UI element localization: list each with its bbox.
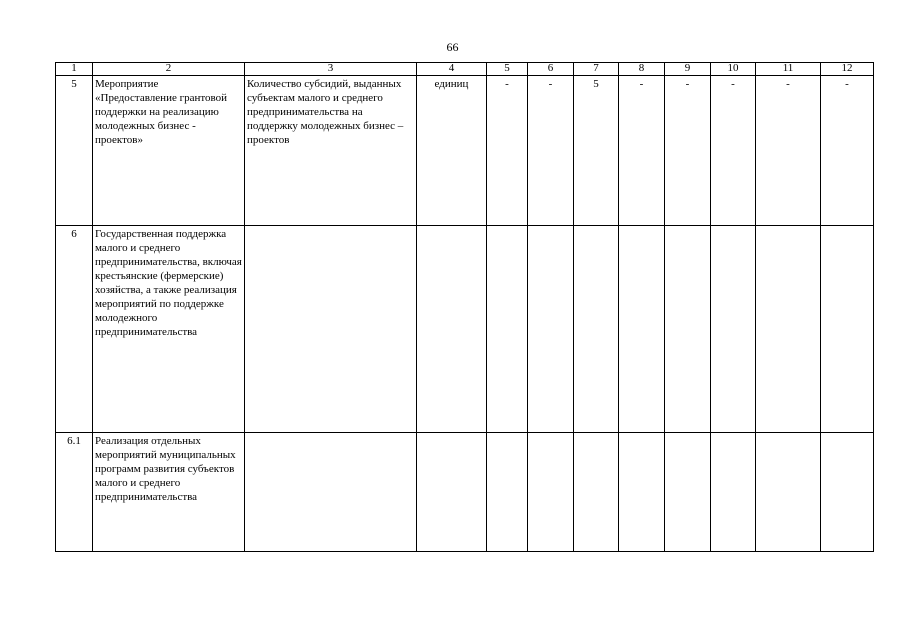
indicator-table xyxy=(55,62,874,552)
page-number: 66 xyxy=(446,40,459,54)
column-number: 10 xyxy=(711,63,756,76)
row-value: - xyxy=(756,76,821,226)
row-value xyxy=(665,433,711,552)
row-value xyxy=(487,226,528,433)
row-value xyxy=(574,433,619,552)
column-number: 7 xyxy=(574,63,619,76)
row-value xyxy=(574,226,619,433)
row-value: - xyxy=(665,76,711,226)
column-number: 11 xyxy=(756,63,821,76)
row-value xyxy=(528,226,574,433)
row-name: Государственная поддержка малого и среднего предпринимательства, включая крестьянские (фермерские) хозяйства, а также реализация мероприятий по поддержке молодежного предпринимательства xyxy=(93,226,245,433)
row-value xyxy=(711,226,756,433)
column-number: 12 xyxy=(821,63,874,76)
row-name: Мероприятие «Предоставление грантовой поддержки на реализацию молодежных бизнес - проектов» xyxy=(93,76,245,226)
row-indicator: Количество субсидий, выданных субъектам малого и среднего предпринимательства на поддержку молодежных бизнес – проектов xyxy=(245,76,417,226)
row-number: 6.1 xyxy=(56,433,93,552)
row-value xyxy=(665,226,711,433)
row-indicator xyxy=(245,433,417,552)
row-value xyxy=(756,226,821,433)
row-indicator xyxy=(245,226,417,433)
row-value: - xyxy=(619,76,665,226)
row-value xyxy=(821,226,874,433)
row-unit xyxy=(417,433,487,552)
row-unit: единиц xyxy=(417,76,487,226)
row-number: 6 xyxy=(56,226,93,433)
column-number: 1 xyxy=(56,63,93,76)
column-number: 8 xyxy=(619,63,665,76)
row-value: 5 xyxy=(574,76,619,226)
table-row xyxy=(56,76,874,226)
row-value: - xyxy=(821,76,874,226)
row-value xyxy=(711,433,756,552)
column-number: 6 xyxy=(528,63,574,76)
row-value xyxy=(528,433,574,552)
row-name: Реализация отдельных мероприятий муниципальных программ развития субъектов малого и среднего предпринимательства xyxy=(93,433,245,552)
table-row xyxy=(56,226,874,433)
column-number: 9 xyxy=(665,63,711,76)
row-unit xyxy=(417,226,487,433)
column-number: 5 xyxy=(487,63,528,76)
row-value xyxy=(821,433,874,552)
column-number: 2 xyxy=(93,63,245,76)
column-number: 3 xyxy=(245,63,417,76)
row-value xyxy=(619,433,665,552)
row-value: - xyxy=(528,76,574,226)
row-value: - xyxy=(711,76,756,226)
row-number: 5 xyxy=(56,76,93,226)
row-value: - xyxy=(487,76,528,226)
row-value xyxy=(487,433,528,552)
row-value xyxy=(756,433,821,552)
column-number-row xyxy=(56,63,874,76)
row-value xyxy=(619,226,665,433)
table-row xyxy=(56,433,874,552)
column-number: 4 xyxy=(417,63,487,76)
